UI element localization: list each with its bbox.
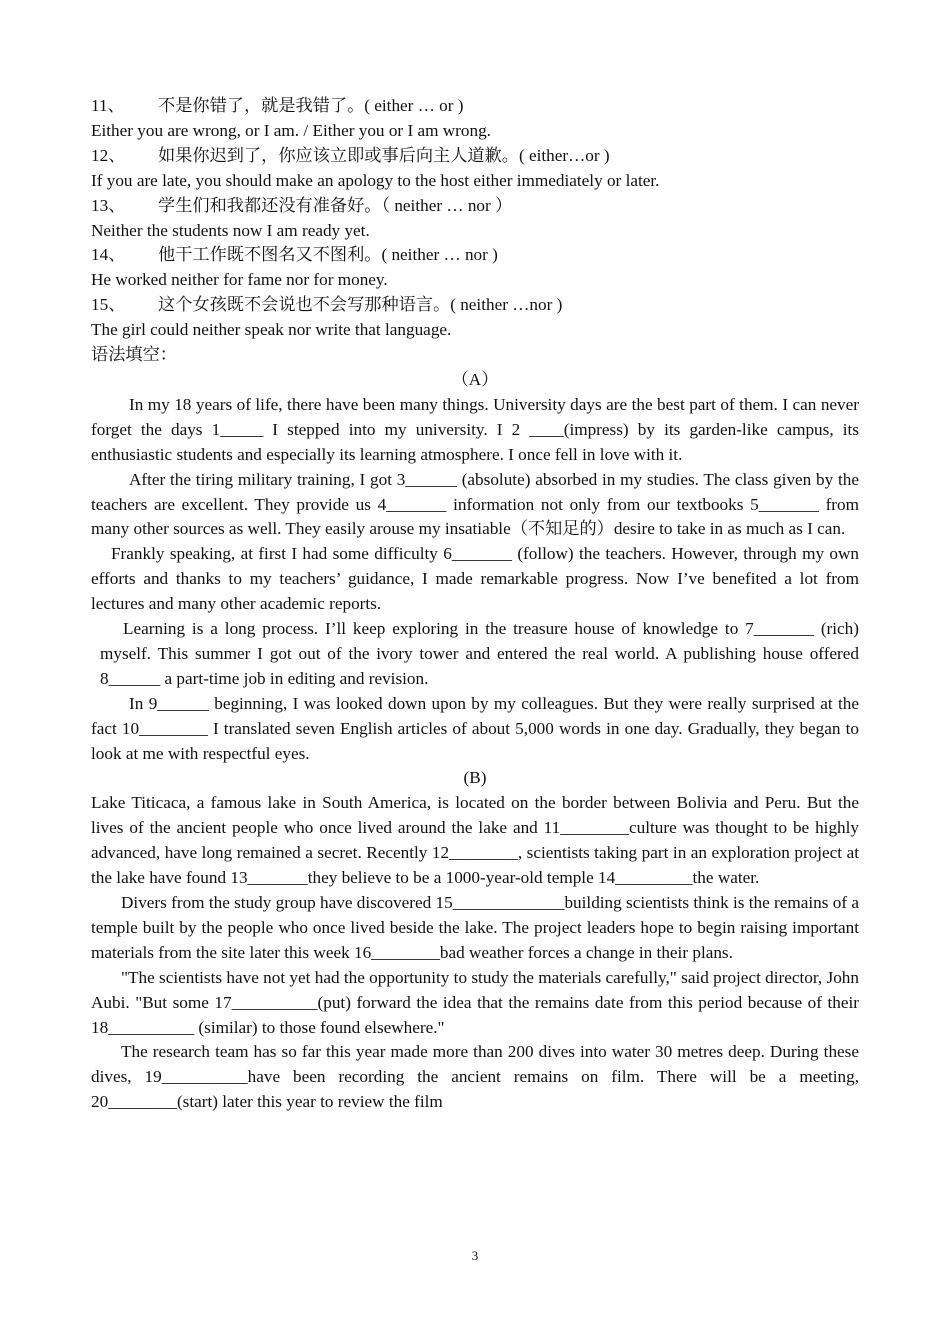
item-chinese: 他干工作既不图名又不图利。( neither … nor ) — [158, 245, 498, 265]
passage-paragraph: After the tiring military training, I got 3______ (absolute) absorbed in my studies. The class given by the teachers are excellent. They provide us 4_______ information not only from our textbooks 5_______ from many other sources as well. They easily arouse my insatiable（不知足的）desire to take in as much as I can. — [91, 469, 859, 539]
item-number: 12、 — [91, 145, 126, 165]
passage-paragraph: "The scientists have not yet had the opportunity to study the materials carefully," said project director, John Aubi. "But some 17__________(put) forward the idea that the remains date from this period because of their 18__________ (similar) to those found elsewhere." — [91, 967, 859, 1037]
item-chinese: 不是你错了，就是我错了。( either … or ) — [158, 96, 464, 115]
passage-paragraph: The research team has so far this year made more than 200 dives into water 30 metres deep. During these dives, 19__________have been recording the ancient remains on film. There will be a meeting, 20________(start) later this year to review the film — [91, 1042, 859, 1112]
translation-item — [91, 293, 859, 343]
item-answer: The girl could neither speak nor write that language. — [91, 320, 452, 340]
item-answer: If you are late, you should make an apology to the host either immediately or later. — [91, 170, 660, 190]
item-answer: Neither the students now I am ready yet. — [91, 220, 370, 240]
section-heading: 语法填空： — [91, 345, 177, 365]
translation-item — [91, 144, 859, 194]
passage-paragraph: Frankly speaking, at first I had some difficulty 6_______ (follow) the teachers. However, through my own efforts and thanks to my teachers’ guidance, I made remarkable progress. Now I’ve benefited a lot from lectures and many other academic reports. — [91, 544, 859, 614]
item-chinese: 这个女孩既不会说也不会写那种语言。( neither …nor ) — [158, 295, 563, 315]
item-question — [91, 144, 859, 169]
item-chinese: 如果你迟到了，你应该立即或事后向主人道歉。( either…or ) — [158, 145, 610, 165]
translation-item — [91, 194, 859, 244]
item-question — [91, 243, 859, 268]
item-answer: Either you are wrong, or I am. / Either you or I am wrong. — [91, 120, 491, 140]
item-question — [91, 94, 859, 119]
item-number: 11、 — [91, 96, 125, 115]
passage-paragraph: Learning is a long process. I’ll keep exploring in the treasure house of knowledge to 7_______ (rich) myself. This summer I got out of the ivory tower and entered the real world. A publishing house offered 8______ a part-time job in editing and revision. — [100, 619, 859, 688]
document-page — [91, 94, 859, 1115]
item-question — [91, 194, 859, 219]
item-number: 13、 — [91, 195, 126, 215]
item-number: 14、 — [91, 245, 126, 265]
passage-label: (B) — [463, 768, 487, 788]
passage-paragraph: Divers from the study group have discovered 15_____________building scientists think is the remains of a temple built by the people who once lived beside the lake. The project leaders hope to begin raising important materials from the site later this week 16________bad weather forces a change in their plans. — [91, 893, 859, 962]
passage-paragraph: In my 18 years of life, there have been many things. University days are the best part of them. I can never forget the days 1_____ I stepped into my university. I 2 ____(impress) by its garden-like campus, its enthusiastic students and especially its learning atmosphere. I once fell in love with it. — [91, 394, 859, 464]
page-number: 3 — [471, 1248, 479, 1263]
passage-paragraph: Lake Titicaca, a famous lake in South America, is located on the border between Bolivia and Peru. But the lives of the ancient people who once lived around the lake and 11________culture was thought to be highly advanced, have long remained a secret. Recently 12________, scientists taking part in an exploration project at the lake have found 13_______they believe to be a 1000-year-old temple 14_________the water. — [91, 793, 859, 888]
passage-label: （A） — [451, 369, 499, 389]
item-chinese: 学生们和我都还没有准备好。（ neither … nor ） — [158, 195, 513, 215]
translation-item — [91, 94, 859, 144]
item-answer: He worked neither for fame nor for money. — [91, 270, 388, 290]
passage-paragraph: In 9______ beginning, I was looked down upon by my colleagues. But they were really surprised at the fact 10________ I translated seven English articles of about 5,000 words in one day. Gradually, they began to look at me with respectful eyes. — [91, 693, 859, 763]
item-question — [91, 293, 859, 318]
item-number: 15、 — [91, 295, 126, 315]
translation-item — [91, 243, 859, 293]
passage-b — [91, 766, 859, 1115]
passage-a — [91, 368, 859, 767]
